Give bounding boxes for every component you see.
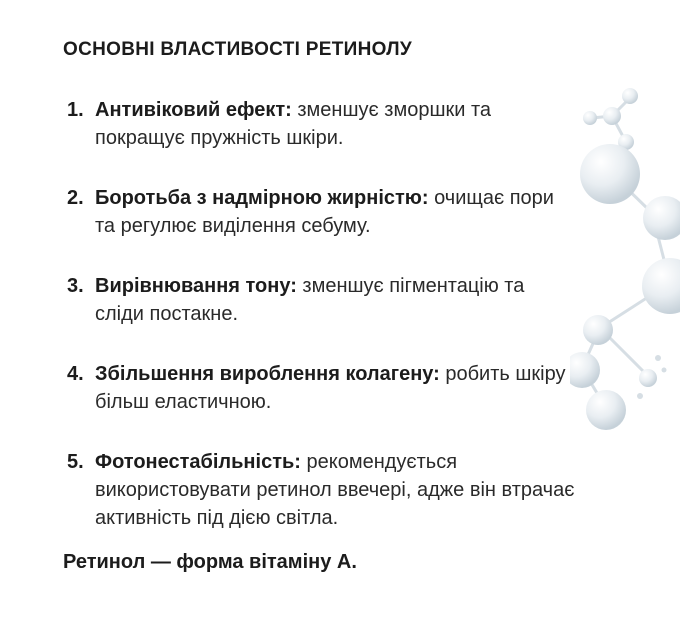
properties-list [67, 96, 577, 564]
item-number: 5. [67, 451, 84, 473]
item-description: зменшує пігментацію та сліди постакне. [95, 275, 525, 325]
page-title: ОСНОВНІ ВЛАСТИВОСТІ РЕТИНОЛУ [63, 39, 412, 60]
item-number: 2. [67, 187, 84, 209]
molecule-icon [570, 78, 680, 438]
list-item [67, 360, 577, 416]
item-term: Антивіковий ефект: [95, 99, 292, 121]
list-item [67, 448, 577, 532]
item-number: 3. [67, 275, 84, 297]
item-term: Боротьба з надмірною жирністю: [95, 187, 429, 209]
item-term: Фотонестабільність: [95, 451, 301, 473]
footer-note: Ретинол — форма вітаміну А. [63, 551, 357, 573]
item-description: рекомендується використовувати ретинол ввечері, адже він втрачає активність під дією світла. [95, 451, 575, 529]
item-description: очищає пори та регулює виділення себуму. [95, 187, 554, 237]
item-number: 1. [67, 99, 84, 121]
item-description: робить шкіру більш еластичною. [95, 363, 566, 413]
item-term: Збільшення вироблення колагену: [95, 363, 440, 385]
list-item [67, 184, 577, 240]
list-item [67, 96, 577, 152]
item-number: 4. [67, 363, 84, 385]
item-term: Вирівнювання тону: [95, 275, 297, 297]
list-item [67, 272, 577, 328]
item-description: зменшує зморшки та покращує пружність шкіри. [95, 99, 492, 149]
